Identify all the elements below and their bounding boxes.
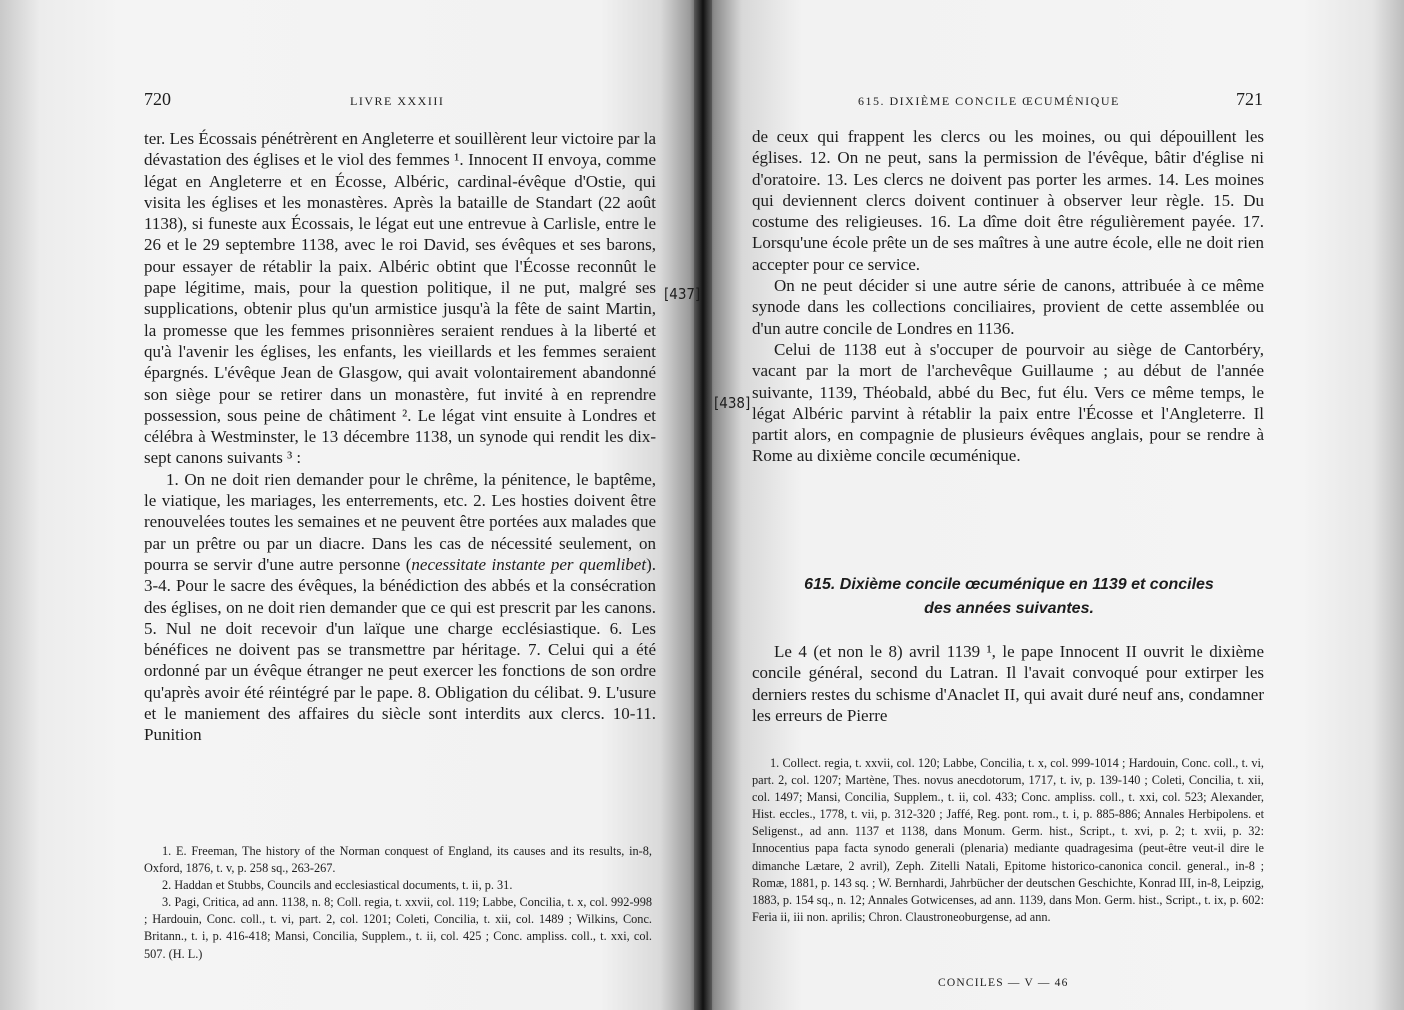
signature-line: CONCILES — V — 46 bbox=[938, 977, 1069, 989]
right-margin-marker: [438] bbox=[714, 394, 751, 412]
right-paragraph-3: Celui de 1138 eut à s'occuper de pourvoir au siège de Cantorbéry, vacant par la mort de l'archevêque Guillaume ; au début de l'année suivante, 1139, Théobald, abbé du Bec, fut élu. Vers ce même temps, le légat Albéric parvint à rétablir la paix entre l'Écosse et l'Angleterre. Il partit alors, en compagnie de plusieurs évêques anglais, pour se rendre à Rome au dixième concile œcuménique. bbox=[752, 339, 1264, 466]
right-paragraph-1: de ceux qui frappent les clercs ou les moines, ou qui dépouillent les églises. 12. On ne peut, sans la permission de l'évêque, bâtir d'église ni d'oratoire. 13. Les clercs ne doivent pas porter les armes. 14. Les moines qui deviennent clercs doivent continuer à observer leur règle. 15. Du costume des religieuses. 16. La dîme doit être régulièrement payée. 17. Lorsqu'une école prête un de ses maîtres à une autre école, elle ne doit rien accepter pour ce service. bbox=[752, 127, 1264, 274]
left-paragraph-1: ter. Les Écossais pénétrèrent en Angleterre et souillèrent leur victoire par la dévastation des églises et le viol des femmes ¹. Innocent II envoya, comme légat en Angleterre et en Écosse, Albéric, cardinal-évêque d'Ostie, qui visita les églises et les monastères. Après la bataille de Standart (22 août 1138), si funeste aux Écossais, le légat eut une entrevue à Carlisle, entre le 26 et le 29 septembre 1138, avec le roi David, ses évêques et ses barons, pour essayer de rétablir la paix. Albéric obtint que l'Écosse reconnût le pape légitime, mais, pour la question politique, il ne put, malgré ses supplications, obtenir plus qu'un armistice jusqu'à la fête de saint Martin, la promesse que les femmes prisonnières seraient rendues à la liberté et qu'à l'avenir les églises, les enfants, les vieillards et les femmes seraient épargnés. L'évêque Jean de Glasgow, qui avait volontairement abandonné son siège pour se retirer dans un monastère, fut invité à en reprendre possession, sous peine de châtiment ². Le légat vint ensuite à Londres et célébra à Westminster, le 13 décembre 1138, un synode qui rendit les dix-sept canons suivants ³ : bbox=[144, 129, 656, 468]
section-title-line-1: 615. Dixième concile œcuménique en 1139 et conciles bbox=[804, 576, 1214, 593]
right-paragraph-2: On ne peut décider si une autre série de canons, attribuée à ce même synode dans les collections conciliaires, provient de cette assemblée ou d'un autre concile de Londres en 1136. bbox=[752, 276, 1264, 338]
left-running-header: LIVRE XXXIII bbox=[350, 94, 445, 108]
right-running-header: 615. DIXIÈME CONCILE ŒCUMÉNIQUE bbox=[858, 94, 1120, 108]
left-body-text bbox=[144, 128, 656, 746]
right-footnote-1: 1. Collect. regia, t. xxvii, col. 120; Labbe, Concilia, t. x, col. 999-1014 ; Hardouin, Conc. coll., t. vi, part. 2, col. 1207; Martène, Thes. novus anecdotorum, 1717, t. iv, p. 139-140 ; Coleti, Concilia, t. xii, col. 1497; Mansi, Concilia, Supplem., t. ii, col. 433; Conc. ampliss. coll., t. xxi, col. 523; Alexander, Hist. eccles., 1778, t. vii, p. 312-320 ; Jaffé, Reg. pont. rom., t. i, p. 885-886; Annales Herbipolens. et Seligenst., ad ann. 1137 et 1138, dans Monum. Germ. hist., Script., t. xvi, p. 2; t. xvii, p. 32: Innocentius papa facta synodo generali (plenaria) mediante quadragesima (peut-être veut-il dire le dimanche Lætare, 2 avril), Zeph. Zitelli Natali, Epitome historico-canonica concil. general., in-8 ; Romæ, 1881, p. 143 sq. ; W. Bernhardi, Jahrbücher der deutschen Geschichte, Konrad III, in-8, Leipzig, 1883, p. 154 sq., n. 12; Annales Gotwicenses, ad ann. 1139, dans Mon. Germ. hist., Script., t. ix, p. 602: Feria ii, iii non. aprilis; Chron. Claustroneoburgense, ad ann. bbox=[752, 756, 1264, 924]
left-page-number: 720 bbox=[144, 89, 171, 109]
section-title-line-2: des années suivantes. bbox=[924, 600, 1094, 617]
left-paragraph-2-text-a: 1. On ne doit rien demander pour le chrême, la pénitence, le baptême, le viatique, les mariages, les enterrements, etc. 2. Les hosties doivent être renouvelées toutes les semaines et ne peuvent être portées aux malades que par un prêtre ou par un diacre. Dans les cas de nécessité seulement, on pourra se servir d'une autre personne ( bbox=[144, 469, 656, 574]
book-gutter bbox=[694, 0, 712, 1010]
left-paragraph-2-text-b: ). 3-4. Pour le sacre des évêques, la bénédiction des abbés et la consécration des églises, on ne doit rien demander que ce qui est prescrit par les canons. 5. Nul ne doit recevoir d'un laïque une charge ecclésiastique. 6. Les bénéfices ne doivent pas se transmettre par héritage. 7. Celui qui a été ordonné par un évêque étranger ne peut exercer les fonctions de son ordre qu'après avoir été réintégré par le pape. 8. Obligation du célibat. 9. L'usure et le maniement des affaires du siècle sont interdits aux clercs. 10-11. Punition bbox=[144, 554, 656, 745]
left-paragraph-2-italic: necessitate instante per quemlibet bbox=[411, 554, 647, 574]
left-paragraph-2 bbox=[144, 469, 656, 746]
left-footnote-2: 2. Haddan et Stubbs, Councils and ecclesiastical documents, t. ii, p. 31. bbox=[162, 878, 513, 893]
left-footnote-3: 3. Pagi, Critica, ad ann. 1138, n. 8; Coll. regia, t. xxvii, col. 119; Labbe, Concilia, t. x, col. 992-998 ; Hardouin, Conc. coll., t. vi, part. 2, col. 1201; Coleti, Concilia, t. xii, col. 1489 ; Wilkins, Conc. Britann., t. i, p. 416-418; Mansi, Concilia, Supplem., t. ii, col. 425 ; Conc. ampliss. coll., t. xxi, col. 507. (H. L.) bbox=[144, 895, 652, 961]
section-title bbox=[752, 573, 1266, 621]
right-body-text bbox=[752, 126, 1264, 467]
left-footnote-1: 1. E. Freeman, The history of the Norman conquest of England, its causes and its results, in-8, Oxford, 1876, t. v, p. 258 sq., 263-267. bbox=[144, 844, 652, 876]
right-footnotes bbox=[752, 755, 1264, 926]
left-margin-marker: [437] bbox=[664, 285, 701, 303]
left-footnotes bbox=[144, 843, 652, 963]
right-page-number: 721 bbox=[1236, 89, 1263, 109]
right-body-text-2 bbox=[752, 641, 1264, 726]
right-paragraph-4: Le 4 (et non le 8) avril 1139 ¹, le pape Innocent II ouvrit le dixième concile général, second du Latran. Il l'avait convoqué pour extirper les derniers restes du schisme d'Anaclet II, qui avait duré neuf ans, condamner les erreurs de Pierre bbox=[752, 642, 1264, 725]
